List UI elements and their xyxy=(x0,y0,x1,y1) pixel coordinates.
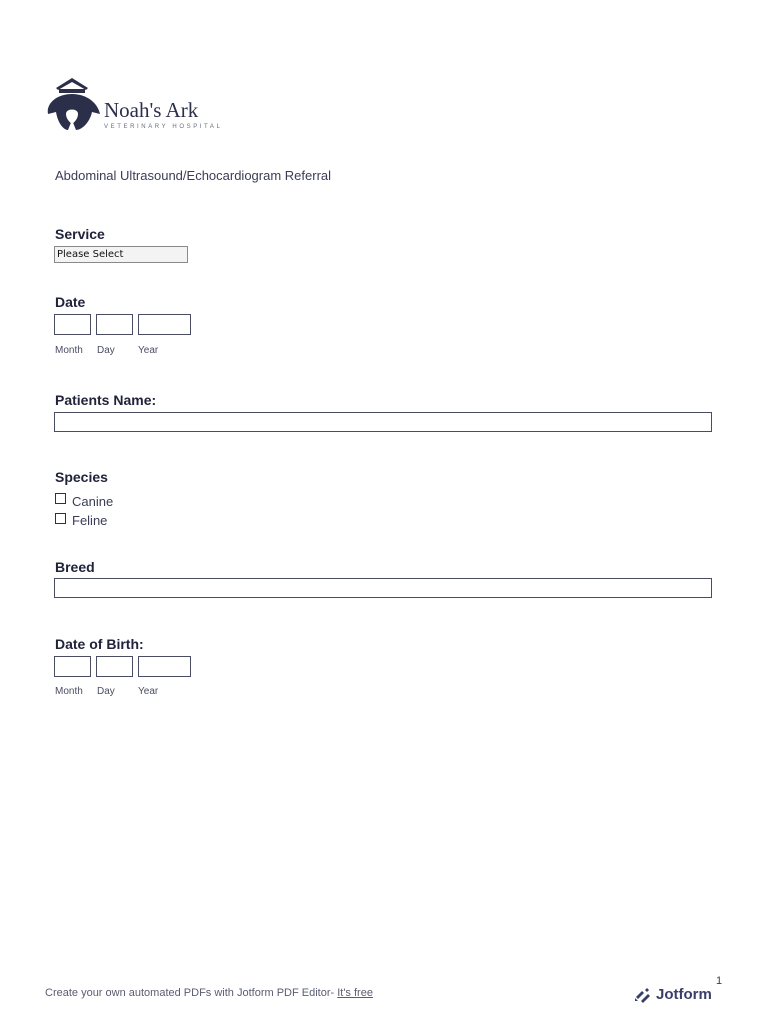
species-canine-label: Canine xyxy=(72,494,114,509)
date-day-input[interactable] xyxy=(96,314,133,335)
breed-label: Breed xyxy=(55,559,95,575)
date-year-sublabel: Year xyxy=(138,345,159,356)
breed-input[interactable] xyxy=(54,578,712,598)
dob-year-input[interactable] xyxy=(138,656,191,677)
date-year-input[interactable] xyxy=(138,314,191,335)
logo-subtitle: VETERINARY HOSPITAL xyxy=(104,124,223,130)
dob-day-sublabel: Day xyxy=(97,686,115,697)
jotform-logo-icon xyxy=(634,987,652,1003)
dob-day-input[interactable] xyxy=(96,656,133,677)
patient-name-input[interactable] xyxy=(54,412,712,432)
logo-name: Noah's Ark xyxy=(104,98,199,122)
jotform-text: Jotform xyxy=(656,986,712,1003)
date-day-sublabel: Day xyxy=(97,345,115,356)
species-feline-checkbox[interactable] xyxy=(55,513,66,524)
footer-message: Create your own automated PDFs with Jotform PDF Editor- xyxy=(45,987,338,999)
dob-month-sublabel: Month xyxy=(55,686,83,697)
patient-name-label: Patients Name: xyxy=(55,392,157,408)
service-label: Service xyxy=(55,226,105,242)
date-label: Date xyxy=(55,294,86,310)
jotform-brand[interactable] xyxy=(634,986,712,1003)
page-number: 1 xyxy=(716,975,723,987)
species-label: Species xyxy=(55,469,108,485)
date-month-input[interactable] xyxy=(54,314,91,335)
form-title: Abdominal Ultrasound/Echocardiogram Referral xyxy=(55,168,332,183)
species-canine-checkbox[interactable] xyxy=(55,493,66,504)
ark-logo-icon xyxy=(42,74,102,134)
dob-month-input[interactable] xyxy=(54,656,91,677)
dob-label: Date of Birth: xyxy=(55,636,144,652)
species-feline-label: Feline xyxy=(72,513,108,528)
logo xyxy=(42,74,242,136)
date-month-sublabel: Month xyxy=(55,345,83,356)
footer-free-link[interactable]: It's free xyxy=(337,987,373,999)
dob-year-sublabel: Year xyxy=(138,686,159,697)
footer-text xyxy=(45,987,373,999)
service-select[interactable]: Please Select xyxy=(54,246,188,263)
